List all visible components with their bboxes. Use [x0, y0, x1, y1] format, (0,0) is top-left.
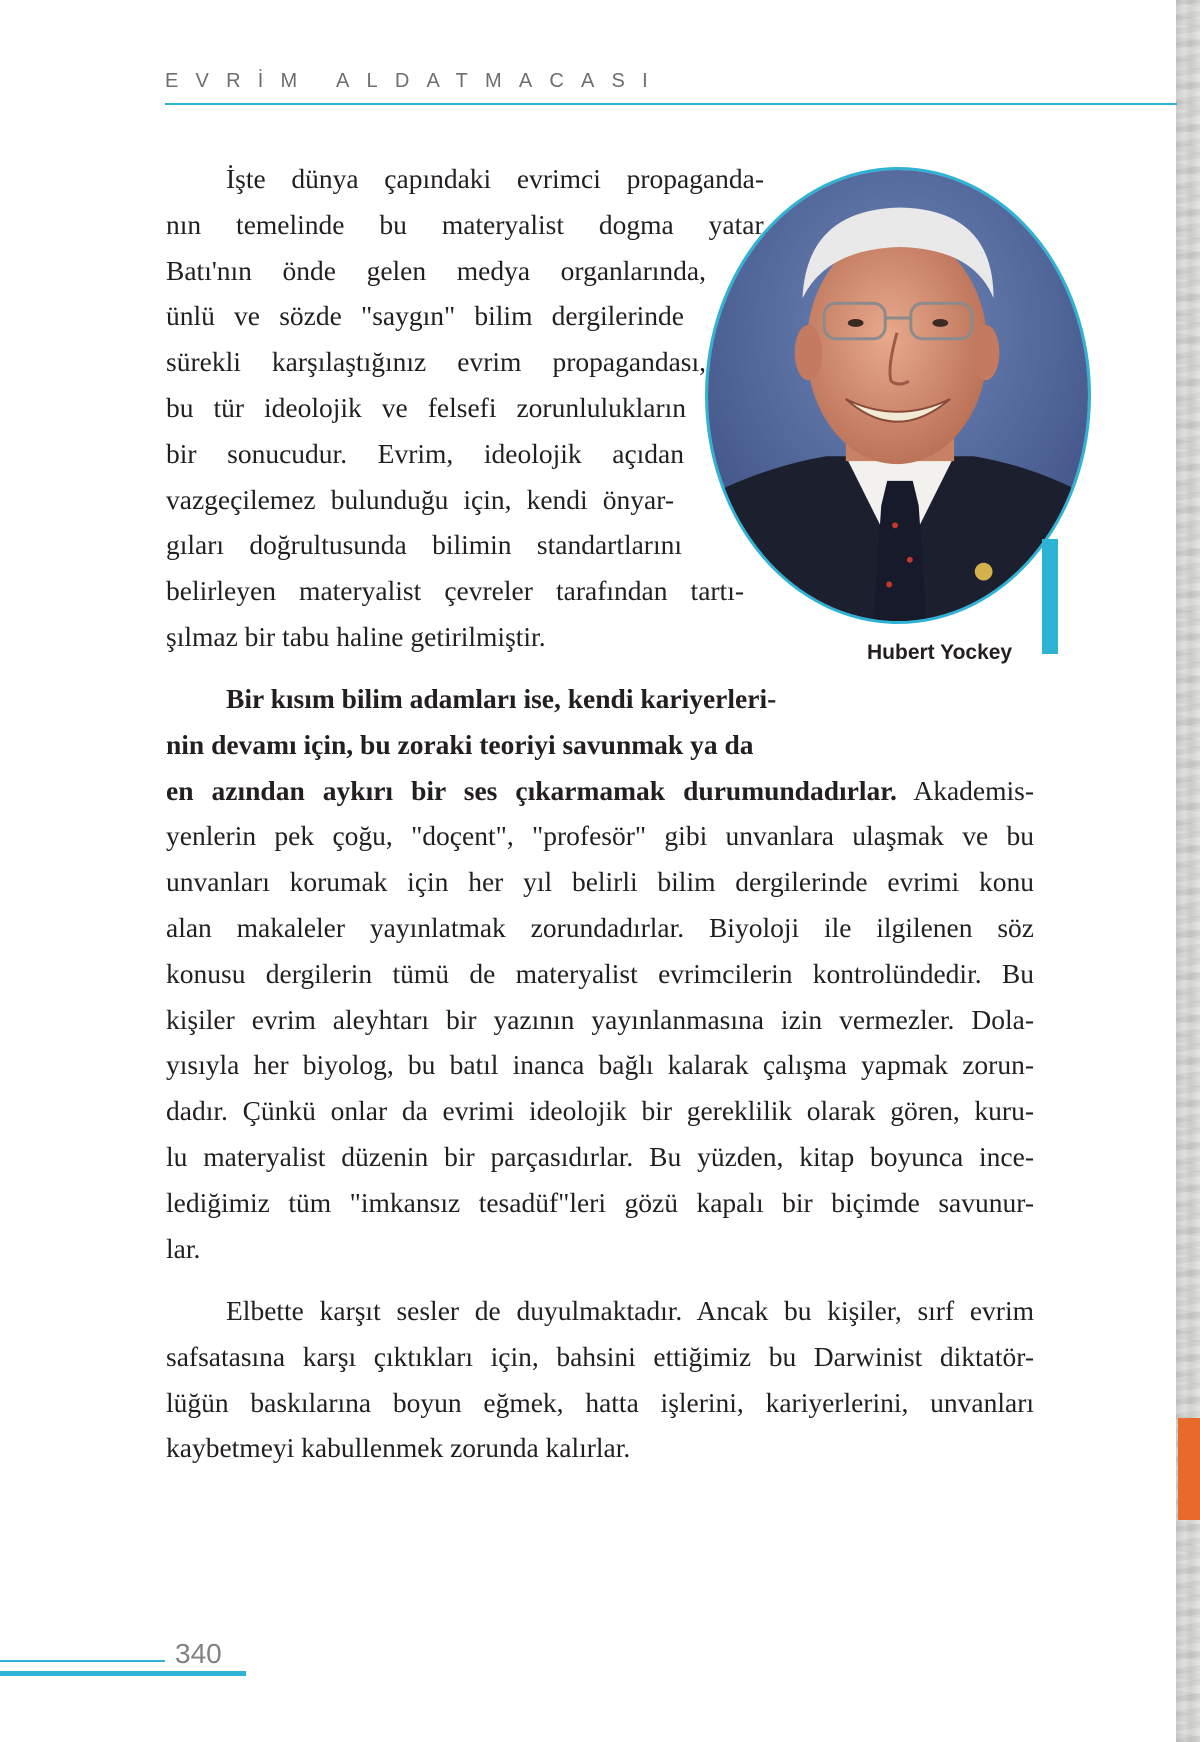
header-rule	[165, 103, 1177, 105]
text-line: konusu dergilerin tümü de materyalist evrimcilerin kontrolündedir. Bu	[166, 957, 1034, 989]
text-line: lar.	[166, 1232, 201, 1264]
text-line: safsatasına karşı çıktıkları için, bahsini ettiğimiz bu Darwinist diktatör-	[166, 1340, 1034, 1372]
paragraph-2	[166, 676, 1034, 1271]
text-line: alan makaleler yayınlatmak zorundadırlar. Biyoloji ile ilgilenen söz	[166, 911, 1034, 943]
text-line: bir sonucudur. Evrim, ideolojik açıdan	[166, 437, 684, 469]
text-line: Elbette karşıt sesler de duyulmaktadır. Ancak bu kişiler, sırf evrim	[226, 1295, 1034, 1326]
text-line: belirleyen materyalist çevreler tarafından tartı-	[166, 575, 744, 607]
text-line: şılmaz bir tabu haline getirilmiştir.	[166, 620, 546, 652]
footer-rule-thin	[0, 1660, 165, 1662]
text-line: yısıyla her biyolog, bu batıl inanca bağlı kalarak çalışma yapmak zorun-	[166, 1049, 1034, 1081]
portrait-photo	[705, 167, 1091, 624]
text-line: ünlü ve sözde "saygın" bilim dergilerinde	[166, 300, 684, 332]
text-line: kaybetmeyi kabullenmek zorunda kalırlar.	[166, 1432, 631, 1464]
chapter-tab-marker	[1178, 1418, 1200, 1520]
text-line: sürekli karşılaştığınız evrim propagandası,	[166, 346, 706, 378]
caption-accent-bar	[1042, 539, 1058, 654]
text-line: bu tür ideolojik ve felsefi zorunlulukların	[166, 391, 686, 423]
footer-rule	[0, 1671, 246, 1676]
bold-text-line: nin devamı için, bu zoraki teoriyi savunmak ya da	[166, 728, 754, 760]
text-segment: Akademis-	[896, 774, 1034, 806]
text-line: unvanları korumak için her yıl belirli bilim dergilerinde evrimi konu	[166, 866, 1034, 898]
paragraph-1	[166, 156, 769, 660]
text-line: yenlerin pek çoğu, "doçent", "profesör" gibi unvanlara ulaşmak ve bu	[166, 820, 1034, 852]
text-line: gıları doğrultusunda bilimin standartlarını	[166, 529, 682, 561]
text-line: dadır. Çünkü onlar da evrimi ideolojik bir gereklilik olarak gören, kuru-	[166, 1095, 1034, 1127]
text-line: vazgeçilemez bulunduğu için, kendi önyar-	[166, 483, 674, 515]
running-header-title: EVRİM ALDATMACASI	[165, 70, 665, 92]
bold-text-line: en azından aykırı bir ses çıkarmamak durumundadırlar.	[166, 774, 897, 806]
text-line: nın temelinde bu materyalist dogma yatar.	[166, 208, 769, 240]
bold-text-line: Bir kısım bilim adamları ise, kendi kariyerleri-	[226, 683, 777, 714]
text-line: İşte dünya çapındaki evrimci propaganda-	[226, 163, 764, 194]
text-line: lüğün baskılarına boyun eğmek, hatta işlerini, kariyerlerini, unvanları	[166, 1386, 1034, 1418]
text-line: Batı'nın önde gelen medya organlarında,	[166, 254, 706, 286]
page-number: 340	[175, 1638, 222, 1669]
text-line: lediğimiz tüm "imkansız tesadüf"leri gözü kapalı bir biçimde savunur-	[166, 1186, 1034, 1218]
text-line: kişiler evrim aleyhtarı bir yazının yayınlanmasına izin vermezler. Dola-	[166, 1003, 1034, 1035]
paragraph-3	[166, 1288, 1034, 1471]
photo-caption: Hubert Yockey	[867, 641, 1013, 664]
text-line: lu materyalist düzenin bir parçasıdırlar. Bu yüzden, kitap boyunca ince-	[166, 1140, 1034, 1172]
mixed-text-line	[166, 768, 1034, 814]
